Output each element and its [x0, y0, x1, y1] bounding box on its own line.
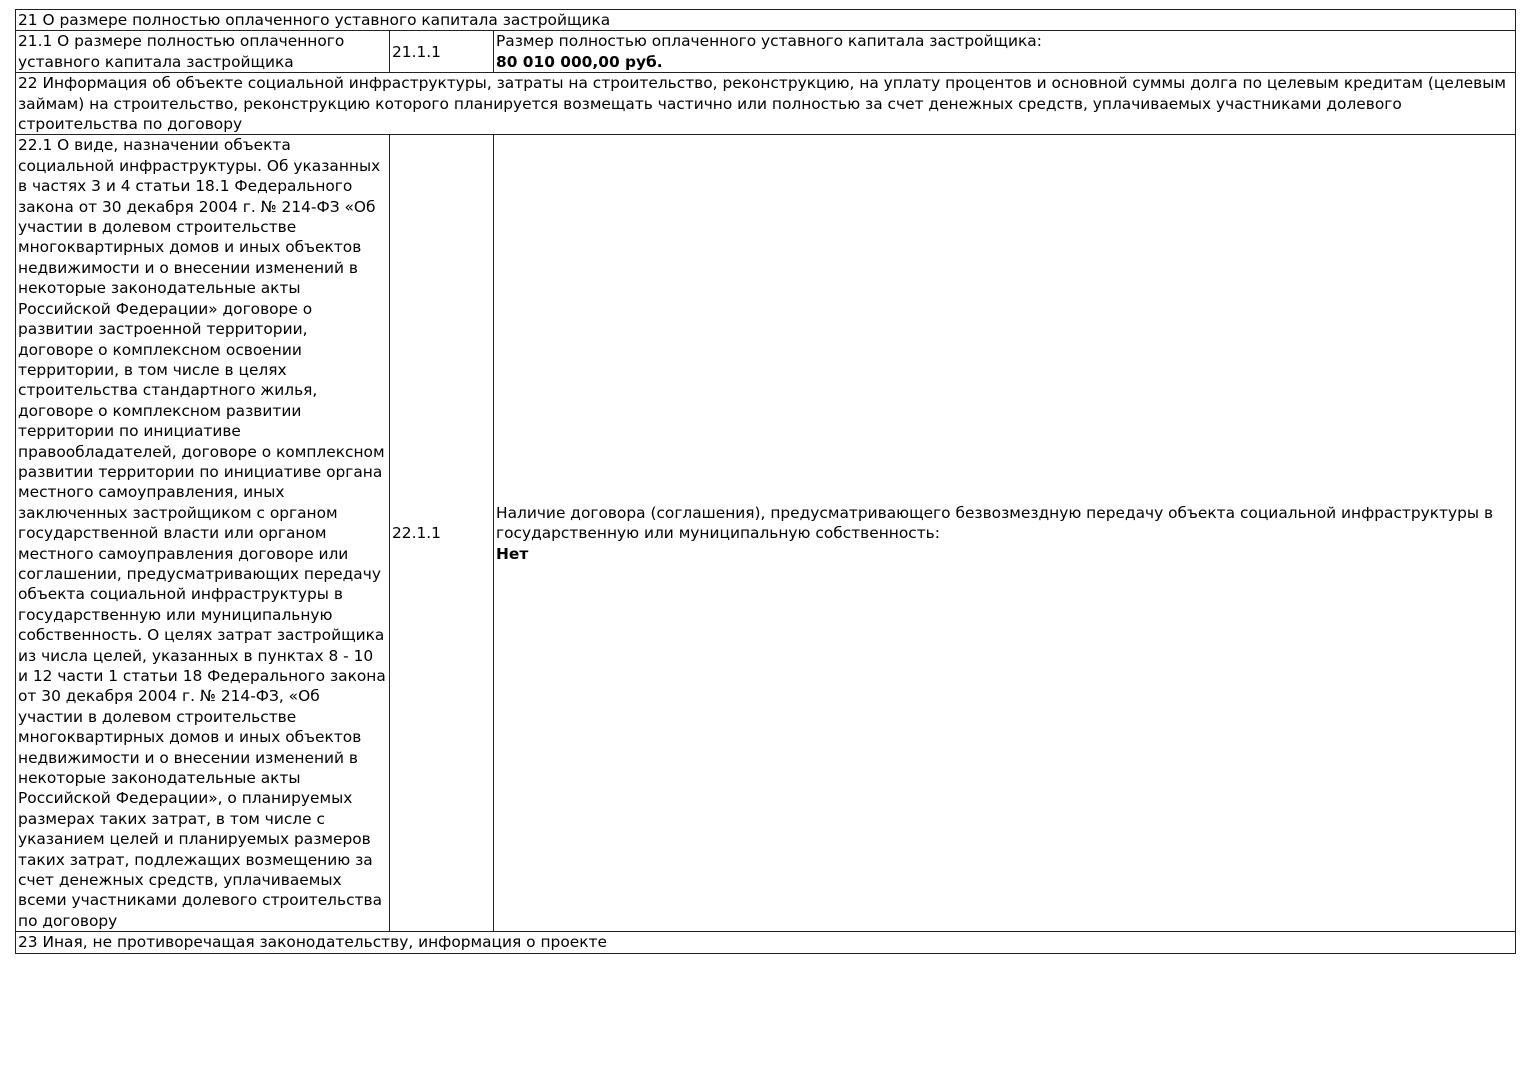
row-21-1-label: 21.1 О размере полностью оплаченного уставного капитала застройщика — [16, 31, 390, 73]
row-21-1-content — [494, 31, 1516, 73]
row-22-1-text: Наличие договора (соглашения), предусматривающего безвозмездную передачу объекта социальной инфраструктуры в государственную или муниципальную собственность: — [496, 503, 1494, 543]
section-21-header-row — [16, 10, 1516, 31]
row-22-1-label: 22.1 О виде, назначении объекта социальной инфраструктуры. Об указанных в частях 3 и 4 статьи 18.1 Федерального закона от 30 декабря 2004 г. № 214-ФЗ «Об участии в долевом строительстве многоквартирных домов и иных объектов недвижимости и о внесении изменений в некоторые законодательные акты Российской Федерации» договоре о развитии застроенной территории, договоре о комплексном освоении территории, в том числе в целях строительства стандартного жилья, договоре о комплексном развитии территории по инициативе правообладателей, договоре о комплексном развитии территории по инициативе органа местного самоуправления, иных заключенных застройщиком с органом государственной власти или органом местного самоуправления договоре или соглашении, предусматривающих передачу объекта социальной инфраструктуры в государственную или муниципальную собственность. О целях затрат застройщика из числа целей, указанных в пунктах 8 - 10 и 12 части 1 статьи 18 Федерального закона от 30 декабря 2004 г. № 214-ФЗ, «Об участии в долевом строительстве многоквартирных домов и иных объектов недвижимости и о внесении изменений в некоторые законодательные акты Российской Федерации», о планируемых размерах таких затрат, в том числе с указанием целей и планируемых размеров таких затрат, подлежащих возмещению за счет денежных средств, уплачиваемых всеми участниками долевого строительства по договору — [16, 135, 390, 932]
row-22-1-code: 22.1.1 — [390, 135, 494, 932]
section-22-title: 22 Информация об объекте социальной инфраструктуры, затраты на строительство, реконструкцию, на уплату процентов и основной суммы долга по целевым кредитам (целевым займам) на строительство, реконструкцию которого планируется возмещать частично или полностью за счет денежных средств, уплачиваемых участниками долевого строительства по договору — [16, 73, 1516, 135]
row-22-1 — [16, 135, 1516, 932]
section-22-header-row — [16, 73, 1516, 135]
row-21-1-value: 80 010 000,00 руб. — [496, 52, 663, 71]
section-21-title: 21 О размере полностью оплаченного уставного капитала застройщика — [16, 10, 1516, 31]
section-23-title: 23 Иная, не противоречащая законодательству, информация о проекте — [16, 932, 1516, 953]
row-22-1-value: Нет — [496, 544, 529, 563]
row-21-1-code: 21.1.1 — [390, 31, 494, 73]
row-21-1 — [16, 31, 1516, 73]
row-21-1-text: Размер полностью оплаченного уставного капитала застройщика: — [496, 32, 1042, 51]
disclosure-table — [15, 9, 1516, 954]
row-22-1-content — [494, 135, 1516, 932]
section-23-header-row — [16, 932, 1516, 953]
